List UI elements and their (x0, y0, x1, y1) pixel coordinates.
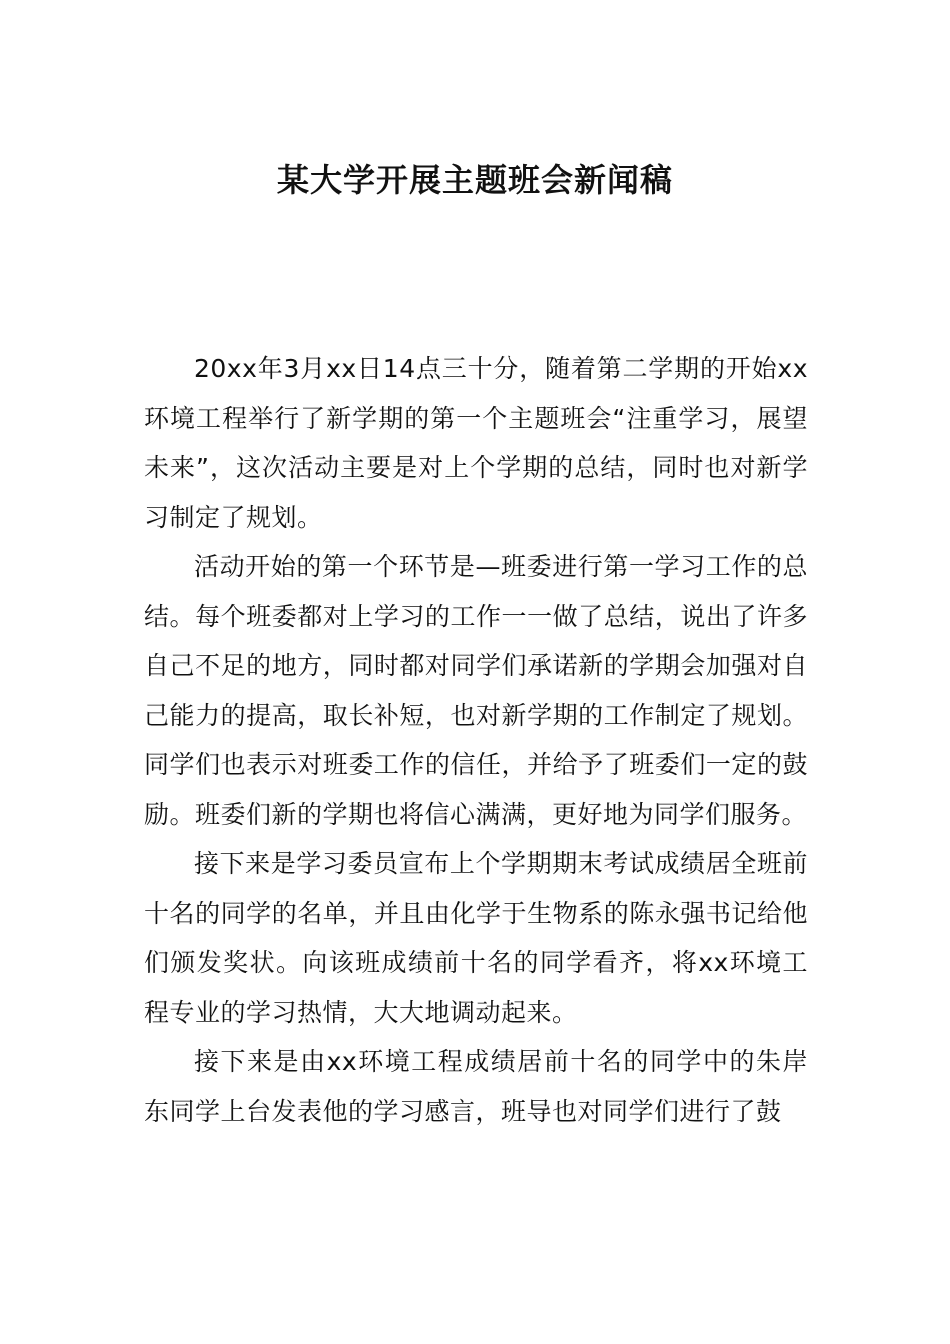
paragraph-4: 接下来是由xx环境工程成绩居前十名的同学中的朱岸东同学上台发表他的学习感言，班导也对同学们进行了鼓 (144, 1047, 808, 1126)
paragraph-2: 活动开始的第一个环节是—班委进行第一学习工作的总结。每个班委都对上学习的工作一一做了总结，说出了许多自己不足的地方，同时都对同学们承诺新的学期会加强对自己能力的提高，取长补短，也对新学期的工作制定了规划。同学们也表示对班委工作的信任，并给予了班委们一定的鼓励。班委们新的学期也将信心满满，更好地为同学们服务。 (144, 552, 808, 829)
paragraph-1: 20xx年3月xx日14点三十分，随着第二学期的开始xx环境工程举行了新学期的第一个主题班会“注重学习，展望未来”，这次活动主要是对上个学期的总结，同时也对新学习制定了规划。 (144, 354, 808, 532)
paragraph-3: 接下来是学习委员宣布上个学期期末考试成绩居全班前十名的同学的名单，并且由化学于生物系的陈永强书记给他们颁发奖状。向该班成绩前十名的同学看齐，将xx环境工程专业的学习热情，大大地调动起来。 (144, 849, 808, 1027)
document-title: 某大学开展主题班会新闻稿 (276, 161, 673, 199)
document-body (144, 344, 808, 1136)
